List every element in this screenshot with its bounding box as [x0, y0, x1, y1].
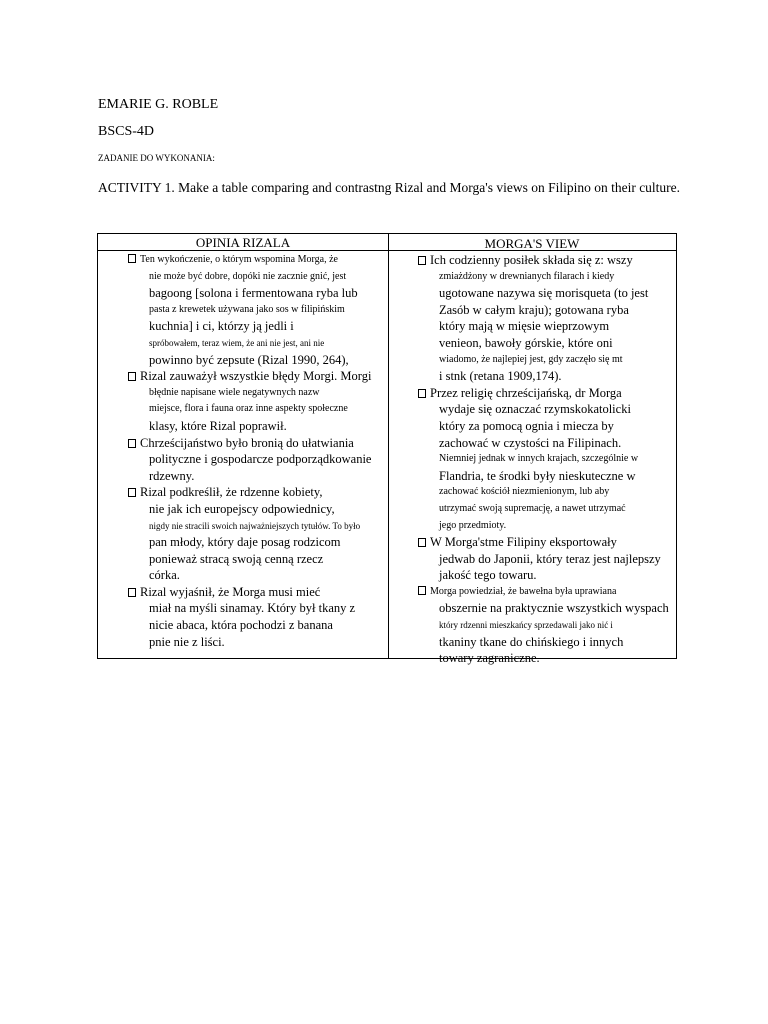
line-text: utrzymać swoją supremację, a nawet utrzymać [439, 502, 626, 514]
text-line [418, 501, 669, 518]
bullet-box-icon [418, 256, 426, 265]
text-line [418, 335, 669, 352]
text-line [418, 518, 669, 535]
bullet-box-icon [418, 389, 426, 398]
text-line [128, 318, 372, 335]
line-text: polityczne i gospodarcze podporządkowanie [149, 452, 372, 467]
line-text: jedwab do Japonii, który teraz jest najlepszy [439, 551, 661, 566]
text-line [128, 468, 372, 485]
line-text: który rdzenni mieszkańcy sprzedawali jako nić i [439, 620, 613, 631]
comparison-table [97, 233, 677, 666]
line-text: Chrześcijaństwo było bronią do ułatwiania [140, 435, 354, 450]
line-text: nigdy nie stracili swoich najważniejszych tytułów. To było [149, 520, 361, 531]
text-line [128, 451, 372, 468]
text-line [418, 551, 669, 568]
line-text: zachować w czystości na Filipinach. [439, 435, 622, 450]
task-label: ZADANIE DO WYKONANIA: [98, 153, 215, 163]
line-text: ugotowane nazywa się morisqueta (to jest [439, 286, 649, 301]
bullet-box-icon [128, 488, 136, 497]
line-text: powinno być zepsute (Rizal 1990, 264), [149, 352, 349, 367]
line-text: obszernie na praktycznie wszystkich wyspach [439, 601, 669, 616]
line-text: wiadomo, że najlepiej jest, gdy zaczęło się mt [439, 353, 623, 365]
text-line [418, 435, 669, 452]
line-text: nie jak ich europejscy odpowiednicy, [149, 501, 335, 516]
line-text: błędnie napisane wiele negatywnych nazw [149, 386, 320, 398]
bullet-box-icon [128, 372, 136, 381]
text-line [418, 368, 669, 385]
text-line [128, 269, 372, 286]
text-line [128, 335, 372, 352]
morga-view-cell [418, 252, 669, 667]
text-line [418, 600, 669, 617]
line-text: kuchnia] i ci, którzy ją jedli i [149, 319, 294, 334]
text-line [128, 401, 372, 418]
text-line [418, 451, 669, 468]
line-text: rdzewny. [149, 468, 195, 483]
text-line [418, 352, 669, 369]
line-text: Rizal podkreślił, że rdzenne kobiety, [140, 485, 323, 500]
bullet-box-icon [128, 588, 136, 597]
line-text: Przez religię chrześcijańską, dr Morga [430, 385, 622, 400]
text-line [128, 418, 372, 435]
text-line [418, 418, 669, 435]
text-line [128, 285, 372, 302]
activity-instruction: ACTIVITY 1. Make a table comparing and contrastng Rizal and Morga's views on Filipino on their culture. [98, 180, 681, 195]
line-text: pnie nie z liści. [149, 634, 225, 649]
bullet-box-icon [418, 586, 426, 595]
line-text: nie może być dobre, dopóki nie zacznie gnić, jest [149, 270, 347, 282]
bullet-line [418, 534, 669, 551]
line-text: zmiażdżony w drewnianych filarach i kiedy [439, 270, 615, 282]
line-text: W Morga'stme Filipiny eksportowały [430, 535, 617, 550]
line-text: pan młody, który daje posag rodzicom [149, 535, 341, 550]
line-text: miejsce, flora i fauna oraz inne aspekty społeczne [149, 403, 348, 415]
course-code: BSCS-4D [98, 124, 155, 139]
line-text: jakość tego towaru. [439, 568, 537, 583]
text-line [128, 302, 372, 319]
bullet-line [128, 252, 372, 269]
text-line [418, 285, 669, 302]
line-text: Ten wykończenie, o którym wspomina Morga, że [140, 254, 338, 265]
text-line [128, 634, 372, 651]
line-text: Morga powiedział, że bawełna była uprawiana [430, 585, 617, 597]
morga-column-header: MORGA'S VIEW [484, 236, 580, 251]
rizal-column-header: OPINIA RIZALA [195, 235, 291, 250]
text-line [418, 484, 669, 501]
bullet-line [418, 385, 669, 402]
line-text: spróbowałem, teraz wiem, że ani nie jest, ani nie [149, 337, 325, 348]
bullet-box-icon [128, 439, 136, 448]
line-text: który mają w mięsie wieprzowym [439, 319, 610, 334]
line-text: Rizal zauważył wszystkie błędy Morgi. Morgi [140, 369, 372, 384]
line-text: tkaniny tkane do chińskiego i innych [439, 634, 624, 649]
text-line [128, 617, 372, 634]
text-line [128, 385, 372, 402]
rizal-opinion-cell [128, 252, 372, 650]
bullet-line [128, 484, 372, 501]
bullet-box-icon [128, 254, 136, 263]
bullet-box-icon [418, 538, 426, 547]
line-text: klasy, które Rizal poprawił. [149, 418, 287, 433]
line-text: miał na myśli sinamay. Który był tkany z [149, 601, 356, 616]
text-line [418, 318, 669, 335]
line-text: który za pomocą ognia i miecza by [439, 418, 614, 433]
text-line [128, 551, 372, 568]
line-text: nicie abaca, która pochodzi z banana [149, 618, 333, 633]
line-text: córka. [149, 568, 180, 583]
line-text: Zasób w całym kraju); gotowana ryba [439, 302, 629, 317]
text-line [418, 634, 669, 651]
bullet-line [418, 584, 669, 601]
text-line [418, 468, 669, 485]
text-line [418, 617, 669, 634]
line-text: Rizal wyjaśnił, że Morga musi mieć [140, 584, 321, 599]
bullet-line [128, 435, 372, 452]
line-text: ponieważ stracą swoją cenną rzecz [149, 551, 324, 566]
line-text: pasta z krewetek używana jako sos w filipińskim [149, 303, 345, 315]
text-line [418, 302, 669, 319]
text-line [128, 518, 372, 535]
line-text: jego przedmioty. [439, 519, 507, 531]
bullet-line [418, 252, 669, 269]
text-line [128, 600, 372, 617]
line-text: Flandria, te środki były nieskuteczne w [439, 468, 636, 483]
text-line [418, 650, 669, 667]
line-text: bagoong [solona i fermentowana ryba lub [149, 286, 358, 301]
text-line [418, 567, 669, 584]
text-line [128, 501, 372, 518]
bullet-line [128, 584, 372, 601]
line-text: venieon, bawoły górskie, które oni [439, 335, 613, 350]
line-text: i stnk (retana 1909,174). [439, 369, 562, 384]
text-line [128, 567, 372, 584]
text-line [128, 352, 372, 369]
line-text: zachować kościół niezmienionym, lub aby [439, 486, 610, 498]
line-text: towary zagraniczne. [439, 651, 540, 666]
line-text: wydaje się oznaczać rzymskokatolicki [439, 402, 631, 417]
text-line [418, 269, 669, 286]
author-name: EMARIE G. ROBLE [98, 97, 219, 112]
bullet-line [128, 368, 372, 385]
line-text: Ich codzienny posiłek składa się z: wszy [430, 253, 633, 267]
column-divider [388, 234, 389, 658]
line-text: Niemniej jednak w innych krajach, szczególnie w [439, 453, 639, 465]
text-line [128, 534, 372, 551]
text-line [418, 401, 669, 418]
